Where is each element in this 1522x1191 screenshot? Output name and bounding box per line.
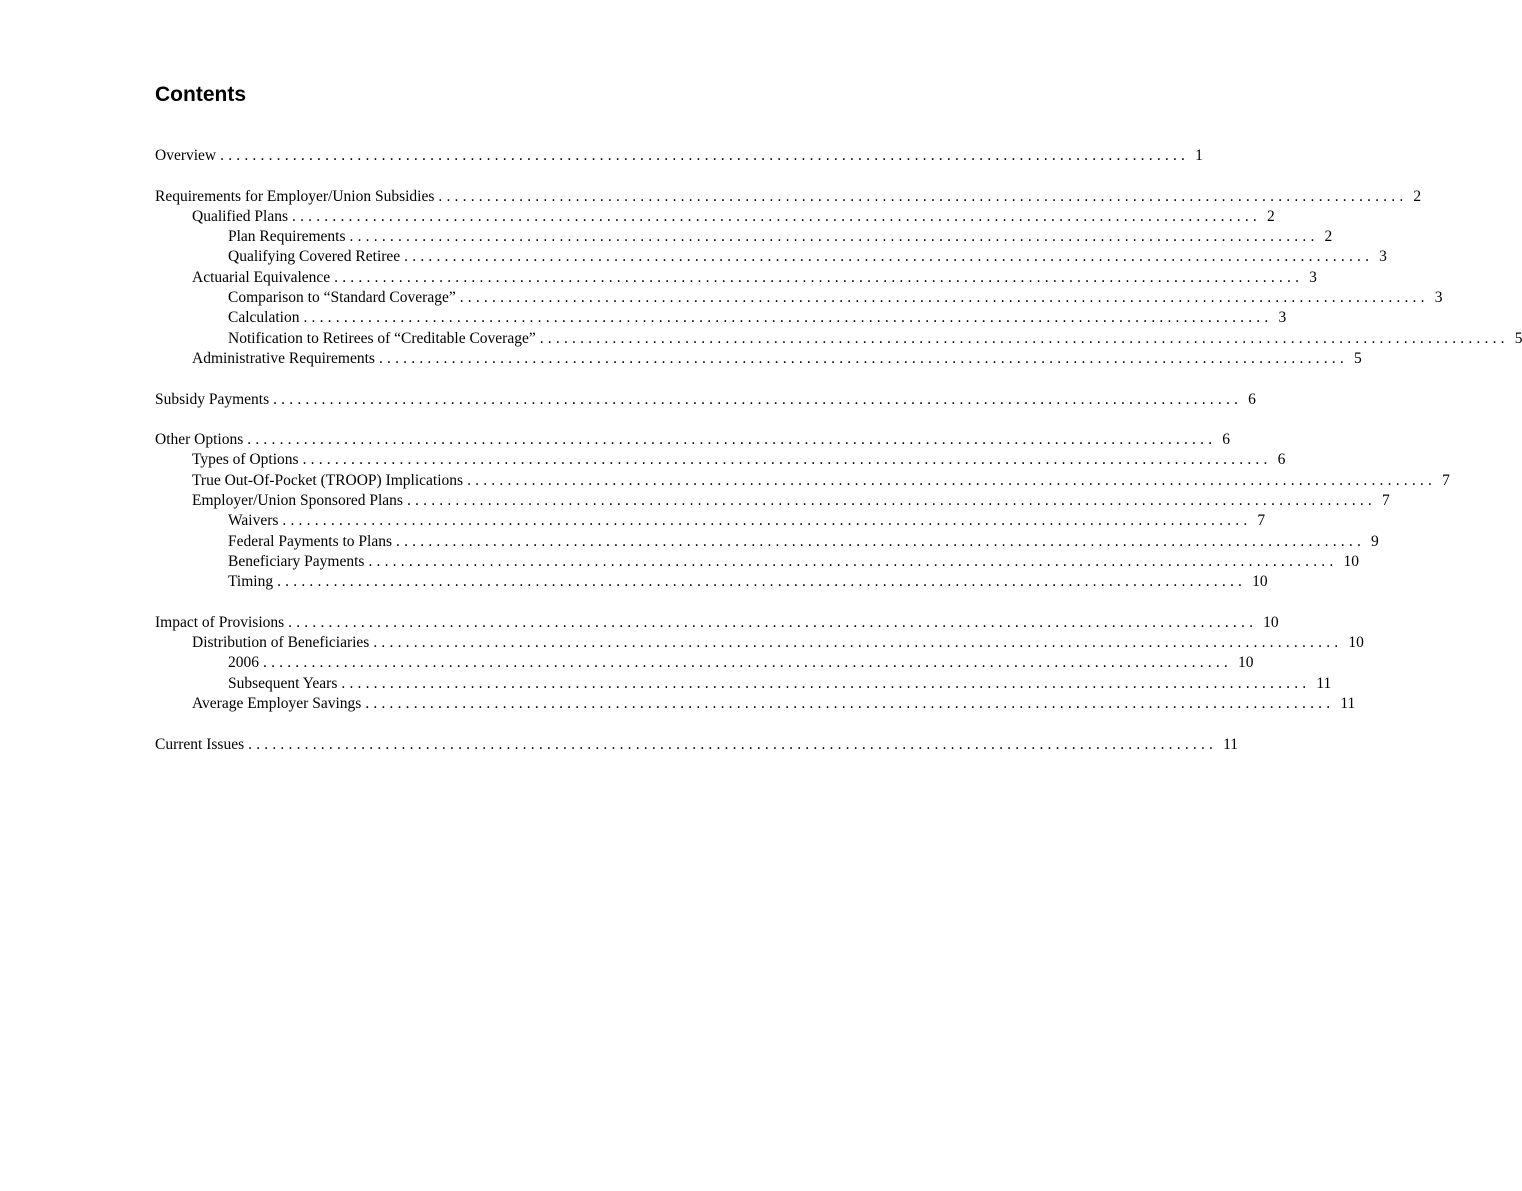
toc-entry-title: Administrative Requirements	[192, 349, 375, 367]
toc-entry-page-number: 2	[1413, 187, 1422, 205]
toc-entry[interactable]	[155, 187, 1422, 207]
toc-entry-title: Impact of Provisions	[155, 613, 285, 631]
toc-entry-page-number: 3	[1379, 248, 1387, 266]
dot-leader: ........................................................................................................................	[282, 512, 1252, 530]
toc-entry-page-number: 7	[1442, 471, 1450, 489]
toc-entry-title: Qualifying Covered Retiree	[228, 248, 401, 266]
dot-leader: ........................................................................................................................	[220, 147, 1190, 164]
dot-leader: ........................................................................................................................	[378, 349, 1348, 367]
toc-entry-page-number: 6	[1222, 431, 1231, 449]
toc-entry[interactable]	[155, 633, 1364, 653]
dot-leader: ........................................................................................................................	[404, 248, 1374, 266]
toc-entry-title: True Out-Of-Pocket (TROOP) Implications	[192, 471, 464, 489]
toc-entry-page-number: 3	[1434, 289, 1443, 307]
toc-entry-page-number: 10	[1343, 552, 1359, 570]
dot-leader: ........................................................................................................................	[373, 634, 1343, 652]
dot-leader: ........................................................................................................................	[406, 492, 1376, 510]
toc-entry-title: Types of Options	[192, 451, 299, 469]
toc-entry[interactable]	[155, 613, 1279, 633]
toc-entry[interactable]	[155, 735, 1239, 755]
dot-leader: ........................................................................................................................	[368, 552, 1338, 570]
dot-leader: ........................................................................................................................	[349, 228, 1319, 246]
dot-leader: ........................................................................................................................	[467, 471, 1437, 489]
toc-entry[interactable]	[155, 694, 1356, 714]
dot-leader: ........................................................................................................................	[438, 187, 1408, 205]
toc-entry-title: Comparison to “Standard Coverage”	[228, 289, 456, 307]
toc-entry-page-number: 6	[1277, 451, 1286, 469]
toc-entry-page-number: 3	[1309, 268, 1317, 286]
toc-entry-page-number: 3	[1278, 309, 1287, 327]
dot-leader: ........................................................................................................................	[396, 532, 1366, 550]
toc-entry-page-number: 10	[1252, 573, 1268, 591]
toc-entry-page-number: 5	[1353, 349, 1362, 367]
toc-entry-title: Overview	[155, 147, 217, 164]
dot-leader: ........................................................................................................................	[277, 573, 1247, 591]
toc-entry-page-number: 11	[1316, 674, 1332, 692]
toc-entry-title: Timing	[228, 573, 274, 591]
toc-entry-page-number: 2	[1324, 228, 1333, 246]
toc-entry-title: Other Options	[155, 431, 244, 449]
toc-entry-title: Calculation	[228, 309, 300, 327]
toc-entry-title: Qualified Plans	[192, 207, 288, 225]
toc-entry-title: Requirements for Employer/Union Subsidies	[155, 187, 435, 205]
toc-entry[interactable]	[155, 572, 1268, 592]
toc-entry-title: Average Employer Savings	[192, 695, 362, 713]
dot-leader: ........................................................................................................................	[288, 613, 1258, 631]
toc-entry[interactable]	[155, 491, 1390, 511]
toc-entry-title: Subsequent Years	[228, 674, 338, 692]
toc-entry[interactable]	[155, 207, 1275, 227]
toc-entry[interactable]	[155, 674, 1332, 694]
dot-leader: ........................................................................................................................	[459, 289, 1429, 307]
dot-leader: ........................................................................................................................	[247, 431, 1217, 449]
toc-entry-page-number: 10	[1348, 634, 1364, 652]
toc-entry-title: Federal Payments to Plans	[228, 532, 393, 550]
toc-entry-page-number: 7	[1381, 492, 1390, 510]
toc-entry-title: Plan Requirements	[228, 228, 346, 246]
toc-entry-page-number: 7	[1257, 512, 1266, 530]
table-of-contents	[155, 146, 1522, 755]
toc-entry[interactable]	[155, 329, 1522, 349]
toc-entry[interactable]	[155, 471, 1450, 491]
toc-entry[interactable]	[155, 450, 1286, 470]
toc-entry[interactable]	[155, 511, 1266, 531]
toc-entry[interactable]	[155, 430, 1231, 450]
toc-entry[interactable]	[155, 227, 1333, 247]
toc-entry-page-number: 11	[1340, 695, 1356, 713]
dot-leader: ........................................................................................................................	[334, 268, 1304, 286]
toc-entry-page-number: 1	[1195, 147, 1203, 164]
toc-entry-page-number: 10	[1263, 613, 1279, 631]
toc-entry-page-number: 10	[1238, 654, 1254, 672]
toc-entry-page-number: 11	[1223, 735, 1239, 753]
toc-entry-page-number: 2	[1267, 207, 1275, 225]
toc-entry[interactable]	[155, 146, 1203, 166]
dot-leader: ........................................................................................................................	[365, 695, 1335, 713]
dot-leader: ........................................................................................................................	[302, 451, 1272, 469]
dot-leader: ........................................................................................................................	[273, 390, 1243, 408]
toc-entry-title: Actuarial Equivalence	[192, 268, 331, 286]
toc-entry[interactable]	[155, 308, 1287, 328]
toc-entry[interactable]	[155, 268, 1317, 288]
page-title: Contents	[155, 83, 246, 106]
dot-leader: ........................................................................................................................	[248, 735, 1218, 753]
toc-entry-title: Current Issues	[155, 735, 245, 753]
toc-entry[interactable]	[155, 288, 1443, 308]
toc-entry[interactable]	[155, 653, 1254, 673]
dot-leader: ........................................................................................................................	[292, 207, 1261, 225]
toc-entry-title: Beneficiary Payments	[228, 552, 365, 570]
toc-entry-page-number: 5	[1514, 329, 1522, 347]
toc-entry[interactable]	[155, 390, 1256, 410]
toc-entry[interactable]	[155, 247, 1387, 267]
toc-entry[interactable]	[155, 349, 1362, 369]
dot-leader: ........................................................................................................................	[263, 654, 1232, 672]
toc-entry-page-number: 6	[1248, 390, 1256, 408]
dot-leader: ........................................................................................................................	[539, 329, 1509, 347]
toc-entry-page-number: 9	[1371, 532, 1379, 550]
toc-entry-title: Waivers	[228, 512, 279, 530]
toc-entry-title: Distribution of Beneficiaries	[192, 634, 370, 652]
toc-entry-title: 2006	[228, 654, 259, 672]
toc-entry-title: Notification to Retirees of “Creditable Coverage”	[228, 329, 536, 347]
dot-leader: ........................................................................................................................	[341, 674, 1311, 692]
dot-leader: ........................................................................................................................	[303, 309, 1273, 327]
toc-entry[interactable]	[155, 552, 1359, 572]
toc-entry-title: Employer/Union Sponsored Plans	[192, 492, 403, 510]
toc-entry[interactable]	[155, 532, 1379, 552]
toc-entry-title: Subsidy Payments	[155, 390, 270, 408]
